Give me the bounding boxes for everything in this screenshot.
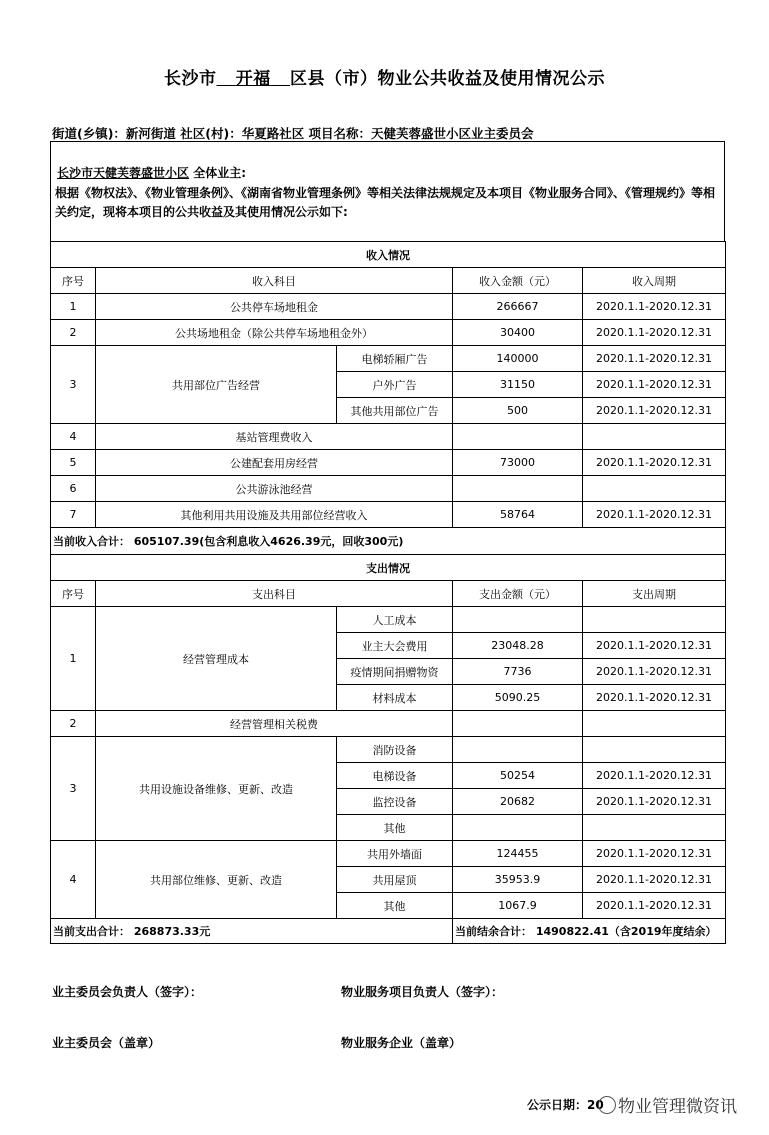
table-row — [51, 242, 726, 268]
table-row — [51, 476, 726, 502]
row-no: 1 — [51, 607, 96, 711]
table-row — [51, 424, 726, 450]
row-period: 2020.1.1-2020.12.31 — [583, 502, 726, 528]
row-amount: 58764 — [453, 502, 583, 528]
row-amount: 266667 — [453, 294, 583, 320]
row-amount: 35953.9 — [453, 867, 583, 893]
row-period: 2020.1.1-2020.12.31 — [583, 659, 726, 685]
row-subitem: 人工成本 — [337, 607, 453, 633]
table-row — [51, 450, 726, 476]
table-row — [51, 320, 726, 346]
header-period: 支出周期 — [583, 581, 726, 607]
row-subitem: 业主大会费用 — [337, 633, 453, 659]
row-no: 3 — [51, 737, 96, 841]
row-item: 公共停车场地租金 — [96, 294, 453, 320]
row-amount: 140000 — [453, 346, 583, 372]
table-row — [51, 555, 726, 581]
row-amount: 124455 — [453, 841, 583, 867]
row-item: 共用部位维修、更新、改造 — [96, 841, 337, 919]
notice-box — [50, 141, 725, 241]
row-no: 4 — [51, 424, 96, 450]
row-item: 共用设施设备维修、更新、改造 — [96, 737, 337, 841]
row-period: 2020.1.1-2020.12.31 — [583, 685, 726, 711]
row-period: 2020.1.1-2020.12.31 — [583, 398, 726, 424]
row-no: 4 — [51, 841, 96, 919]
header-item: 收入科目 — [96, 268, 453, 294]
row-subitem: 其他 — [337, 893, 453, 919]
table-row — [51, 711, 726, 737]
income-table — [50, 241, 726, 555]
row-amount: 1067.9 — [453, 893, 583, 919]
row-period — [583, 737, 726, 763]
header-no: 序号 — [51, 268, 96, 294]
company-seal: 物业服务企业（盖章） — [341, 1036, 462, 1050]
header-item: 支出科目 — [96, 581, 453, 607]
row-amount: 500 — [453, 398, 583, 424]
row-amount — [453, 607, 583, 633]
row-subitem: 其他共用部位广告 — [337, 398, 453, 424]
row-period — [583, 476, 726, 502]
expense-section-title: 支出情况 — [51, 555, 726, 581]
header-no: 序号 — [51, 581, 96, 607]
page-title: 长沙市 开福 区县（市）物业公共收益及使用情况公示 — [163, 69, 606, 89]
row-no: 2 — [51, 711, 96, 737]
committee-head-signature: 业主委员会负责人（签字）： — [52, 985, 203, 999]
watermark: 物业管理微资讯 — [598, 1092, 737, 1117]
row-subitem: 电梯轿厢广告 — [337, 346, 453, 372]
expense-total: 当前支出合计： 268873.33元 — [51, 919, 453, 944]
row-no: 7 — [51, 502, 96, 528]
row-amount: 73000 — [453, 450, 583, 476]
header-period: 收入周期 — [583, 268, 726, 294]
row-period — [583, 607, 726, 633]
table-row — [51, 581, 726, 607]
row-amount: 7736 — [453, 659, 583, 685]
table-row — [51, 502, 726, 528]
row-amount: 50254 — [453, 763, 583, 789]
table-row — [51, 528, 726, 555]
row-subitem: 其他 — [337, 815, 453, 841]
row-no: 3 — [51, 346, 96, 424]
service-head-signature: 物业服务项目负责人（签字）： — [341, 985, 504, 999]
committee-seal: 业主委员会（盖章） — [52, 1036, 161, 1050]
row-amount: 5090.25 — [453, 685, 583, 711]
row-subitem: 共用外墙面 — [337, 841, 453, 867]
table-row — [51, 346, 726, 372]
publish-date: 公示日期：20 — [527, 1098, 604, 1112]
row-item: 公建配套用房经营 — [96, 450, 453, 476]
income-section-title: 收入情况 — [51, 242, 726, 268]
row-period: 2020.1.1-2020.12.31 — [583, 372, 726, 398]
row-amount — [453, 424, 583, 450]
balance-total: 当前结余合计： 1490822.41（含2019年度结余） — [453, 919, 726, 944]
row-period: 2020.1.1-2020.12.31 — [583, 893, 726, 919]
header-amount: 收入金额（元） — [453, 268, 583, 294]
row-subitem: 户外广告 — [337, 372, 453, 398]
row-no: 1 — [51, 294, 96, 320]
table-row — [51, 294, 726, 320]
row-amount — [453, 711, 583, 737]
row-period: 2020.1.1-2020.12.31 — [583, 346, 726, 372]
row-item: 公共场地租金（除公共停车场地租金外） — [96, 320, 453, 346]
row-amount — [453, 476, 583, 502]
row-period: 2020.1.1-2020.12.31 — [583, 450, 726, 476]
row-subitem: 电梯设备 — [337, 763, 453, 789]
notice-addressee: 长沙市天健芙蓉盛世小区 全体业主: — [57, 166, 246, 180]
row-period — [583, 815, 726, 841]
table-row — [51, 841, 726, 867]
header-amount: 支出金额（元） — [453, 581, 583, 607]
table-row — [51, 607, 726, 633]
row-item: 经营管理成本 — [96, 607, 337, 711]
row-subitem: 材料成本 — [337, 685, 453, 711]
table-row — [51, 919, 726, 944]
income-total: 当前收入合计： 605107.39(包含利息收入4626.39元，回收300元) — [51, 528, 726, 555]
row-period: 2020.1.1-2020.12.31 — [583, 294, 726, 320]
table-row — [51, 737, 726, 763]
row-item: 基站管理费收入 — [96, 424, 453, 450]
row-period: 2020.1.1-2020.12.31 — [583, 633, 726, 659]
row-period: 2020.1.1-2020.12.31 — [583, 867, 726, 893]
row-period: 2020.1.1-2020.12.31 — [583, 789, 726, 815]
notice-body: 根据《物权法》、《物业管理条例》、《湖南省物业管理条例》等相关法律法规规定及本项目《物业服务合同》、《管理规约》等相关约定，现将本项目的公共收益及其使用情况公示如下: — [55, 186, 716, 219]
row-subitem: 疫情期间捐赠物资 — [337, 659, 453, 685]
row-period — [583, 711, 726, 737]
row-amount — [453, 737, 583, 763]
row-amount: 23048.28 — [453, 633, 583, 659]
row-item: 共用部位广告经营 — [96, 346, 337, 424]
row-subitem: 共用屋顶 — [337, 867, 453, 893]
row-amount: 31150 — [453, 372, 583, 398]
wechat-icon — [598, 1096, 616, 1114]
row-amount — [453, 815, 583, 841]
row-no: 2 — [51, 320, 96, 346]
row-item: 公共游泳池经营 — [96, 476, 453, 502]
row-no: 6 — [51, 476, 96, 502]
row-item: 其他利用共用设施及共用部位经营收入 — [96, 502, 453, 528]
project-info-line: 街道(乡镇)：新河街道 社区(村)：华夏路社区 项目名称：天健芙蓉盛世小区业主委员会 — [52, 126, 534, 141]
row-period — [583, 424, 726, 450]
row-period: 2020.1.1-2020.12.31 — [583, 841, 726, 867]
expense-table — [50, 554, 726, 944]
table-row — [51, 268, 726, 294]
row-period: 2020.1.1-2020.12.31 — [583, 320, 726, 346]
row-item: 经营管理相关税费 — [96, 711, 453, 737]
row-amount: 30400 — [453, 320, 583, 346]
row-subitem: 消防设备 — [337, 737, 453, 763]
row-subitem: 监控设备 — [337, 789, 453, 815]
row-period: 2020.1.1-2020.12.31 — [583, 763, 726, 789]
row-no: 5 — [51, 450, 96, 476]
row-amount: 20682 — [453, 789, 583, 815]
